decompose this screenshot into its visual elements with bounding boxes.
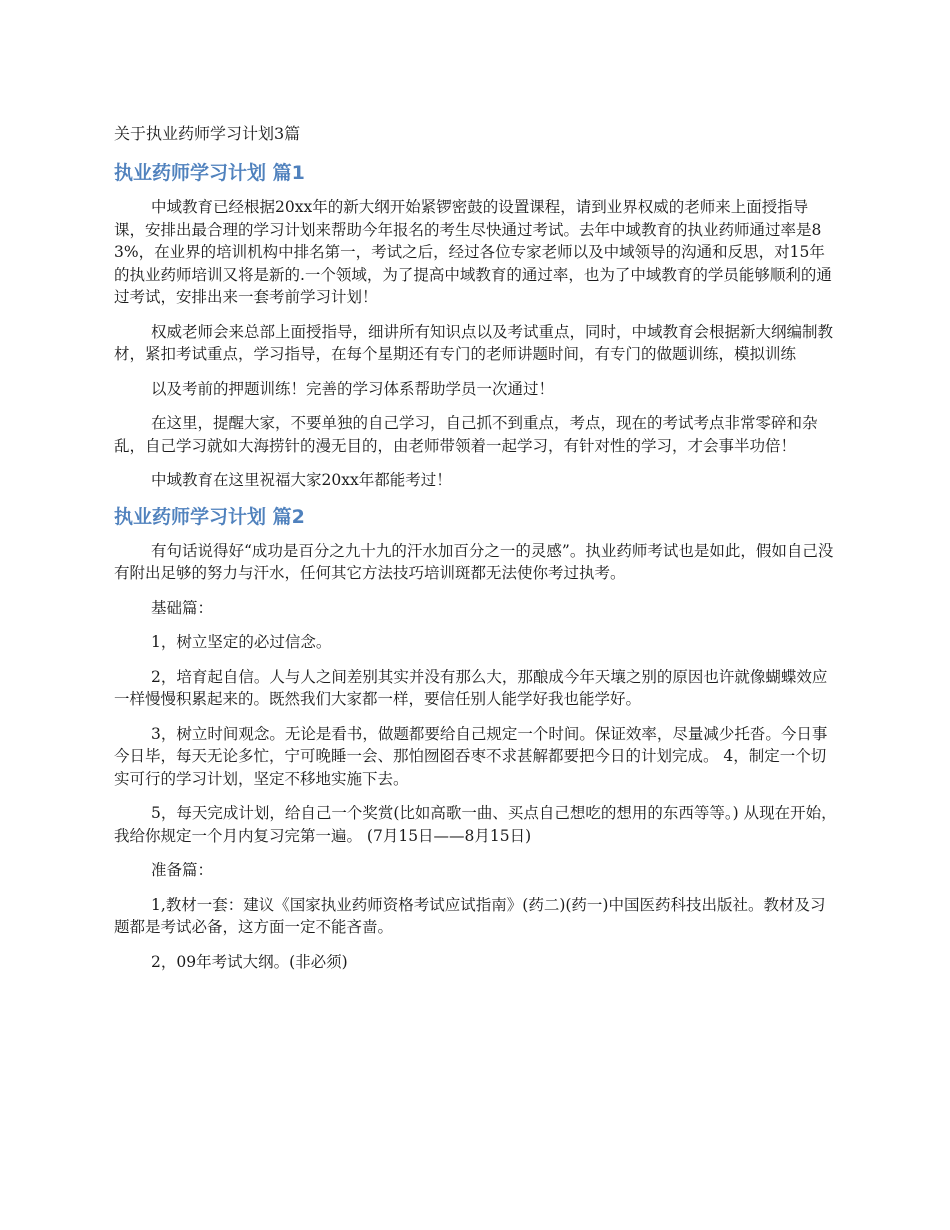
- paragraph: 2，培育起自信。人与人之间差别其实并没有那么大，那酿成今年天壤之别的原因也许就像蝴蝶效应一样慢慢积累起来的。既然我们大家都一样，要信任别人能学好我也能学好。: [114, 667, 828, 708]
- paragraph: 5，每天完成计划，给自己一个奖赏(比如高歌一曲、买点自己想吃的想用的东西等等。) 从现在开始，我给你规定一个月内复习完第一遍。 (7月15日——8月15日): [114, 804, 837, 845]
- document-page: [114, 122, 838, 985]
- paragraph: 在这里，提醒大家，不要单独的自己学习，自己抓不到重点，考点，现在的考试考点非常零碎和杂乱，自己学习就如大海捞针的漫无目的，由老师带领着一起学习，有针对性的学习，才会事半功倍！: [114, 414, 818, 455]
- paragraph: 以及考前的押题训练！完善的学习体系帮助学员一次通过！: [151, 379, 555, 398]
- paragraph: 1，树立坚定的必过信念。: [151, 633, 332, 651]
- document-title: 关于执业药师学习计划3篇: [114, 124, 301, 143]
- paragraph: 中域教育已经根据20xx年的新大纲开始紧锣密鼓的设置课程，请到业界权威的老师来上面授指导课，安排出最合理的学习计划来帮助今年报名的考生尽快通过考试。去年中域教育的执业药师通过率是83%，在业界的培训机构中排名第一，考试之后，经过各位专家老师以及中域领导的沟通和反思，对15年的执业药师培训又将是新的.一个领域，为了提高中域教育的通过率，也为了中域教育的学员能够顺利的通过考试，安排出来一套考前学习计划！: [114, 198, 832, 306]
- section-2: [114, 504, 838, 974]
- section-heading: 执业药师学习计划 篇1: [114, 162, 305, 184]
- paragraph: 中域教育在这里祝福大家20xx年都能考过！: [151, 471, 452, 489]
- paragraph: 有句话说得好“成功是百分之九十九的汗水加百分之一的灵感”。执业药师考试也是如此，假如自己没有附出足够的努力与汗水，任何其它方法技巧培训斑都无法使你考过执考。: [114, 541, 834, 582]
- paragraph: 准备篇：: [151, 861, 214, 879]
- paragraph: 3，树立时间观念。无论是看书，做题都要给自己规定一个时间。保证效率，尽量减少托沓。今日事今日毕，每天无论多忙，宁可晚睡一会、那怕囫囵吞枣不求甚解都要把今日的计划完成。 4，制定一个切实可行的学习计划，坚定不移地实施下去。: [114, 724, 828, 788]
- paragraph: 2，09年考试大纲。(非必须): [151, 952, 348, 971]
- paragraph: 1,教材一套：建议《国家执业药师资格考试应试指南》(药二)(药一)中国医药科技出版社。教材及习题都是考试必备，这方面一定不能吝啬。: [114, 895, 826, 936]
- paragraph: 权威老师会来总部上面授指导，细讲所有知识点以及考试重点，同时，中域教育会根据新大纲编制教材，紧扣考试重点，学习指导，在每个星期还有专门的老师讲题时间，有专门的做题训练，模拟训练: [114, 322, 834, 363]
- section-heading: 执业药师学习计划 篇2: [114, 505, 305, 528]
- paragraph: 基础篇：: [151, 598, 214, 617]
- section-1: [114, 160, 838, 492]
